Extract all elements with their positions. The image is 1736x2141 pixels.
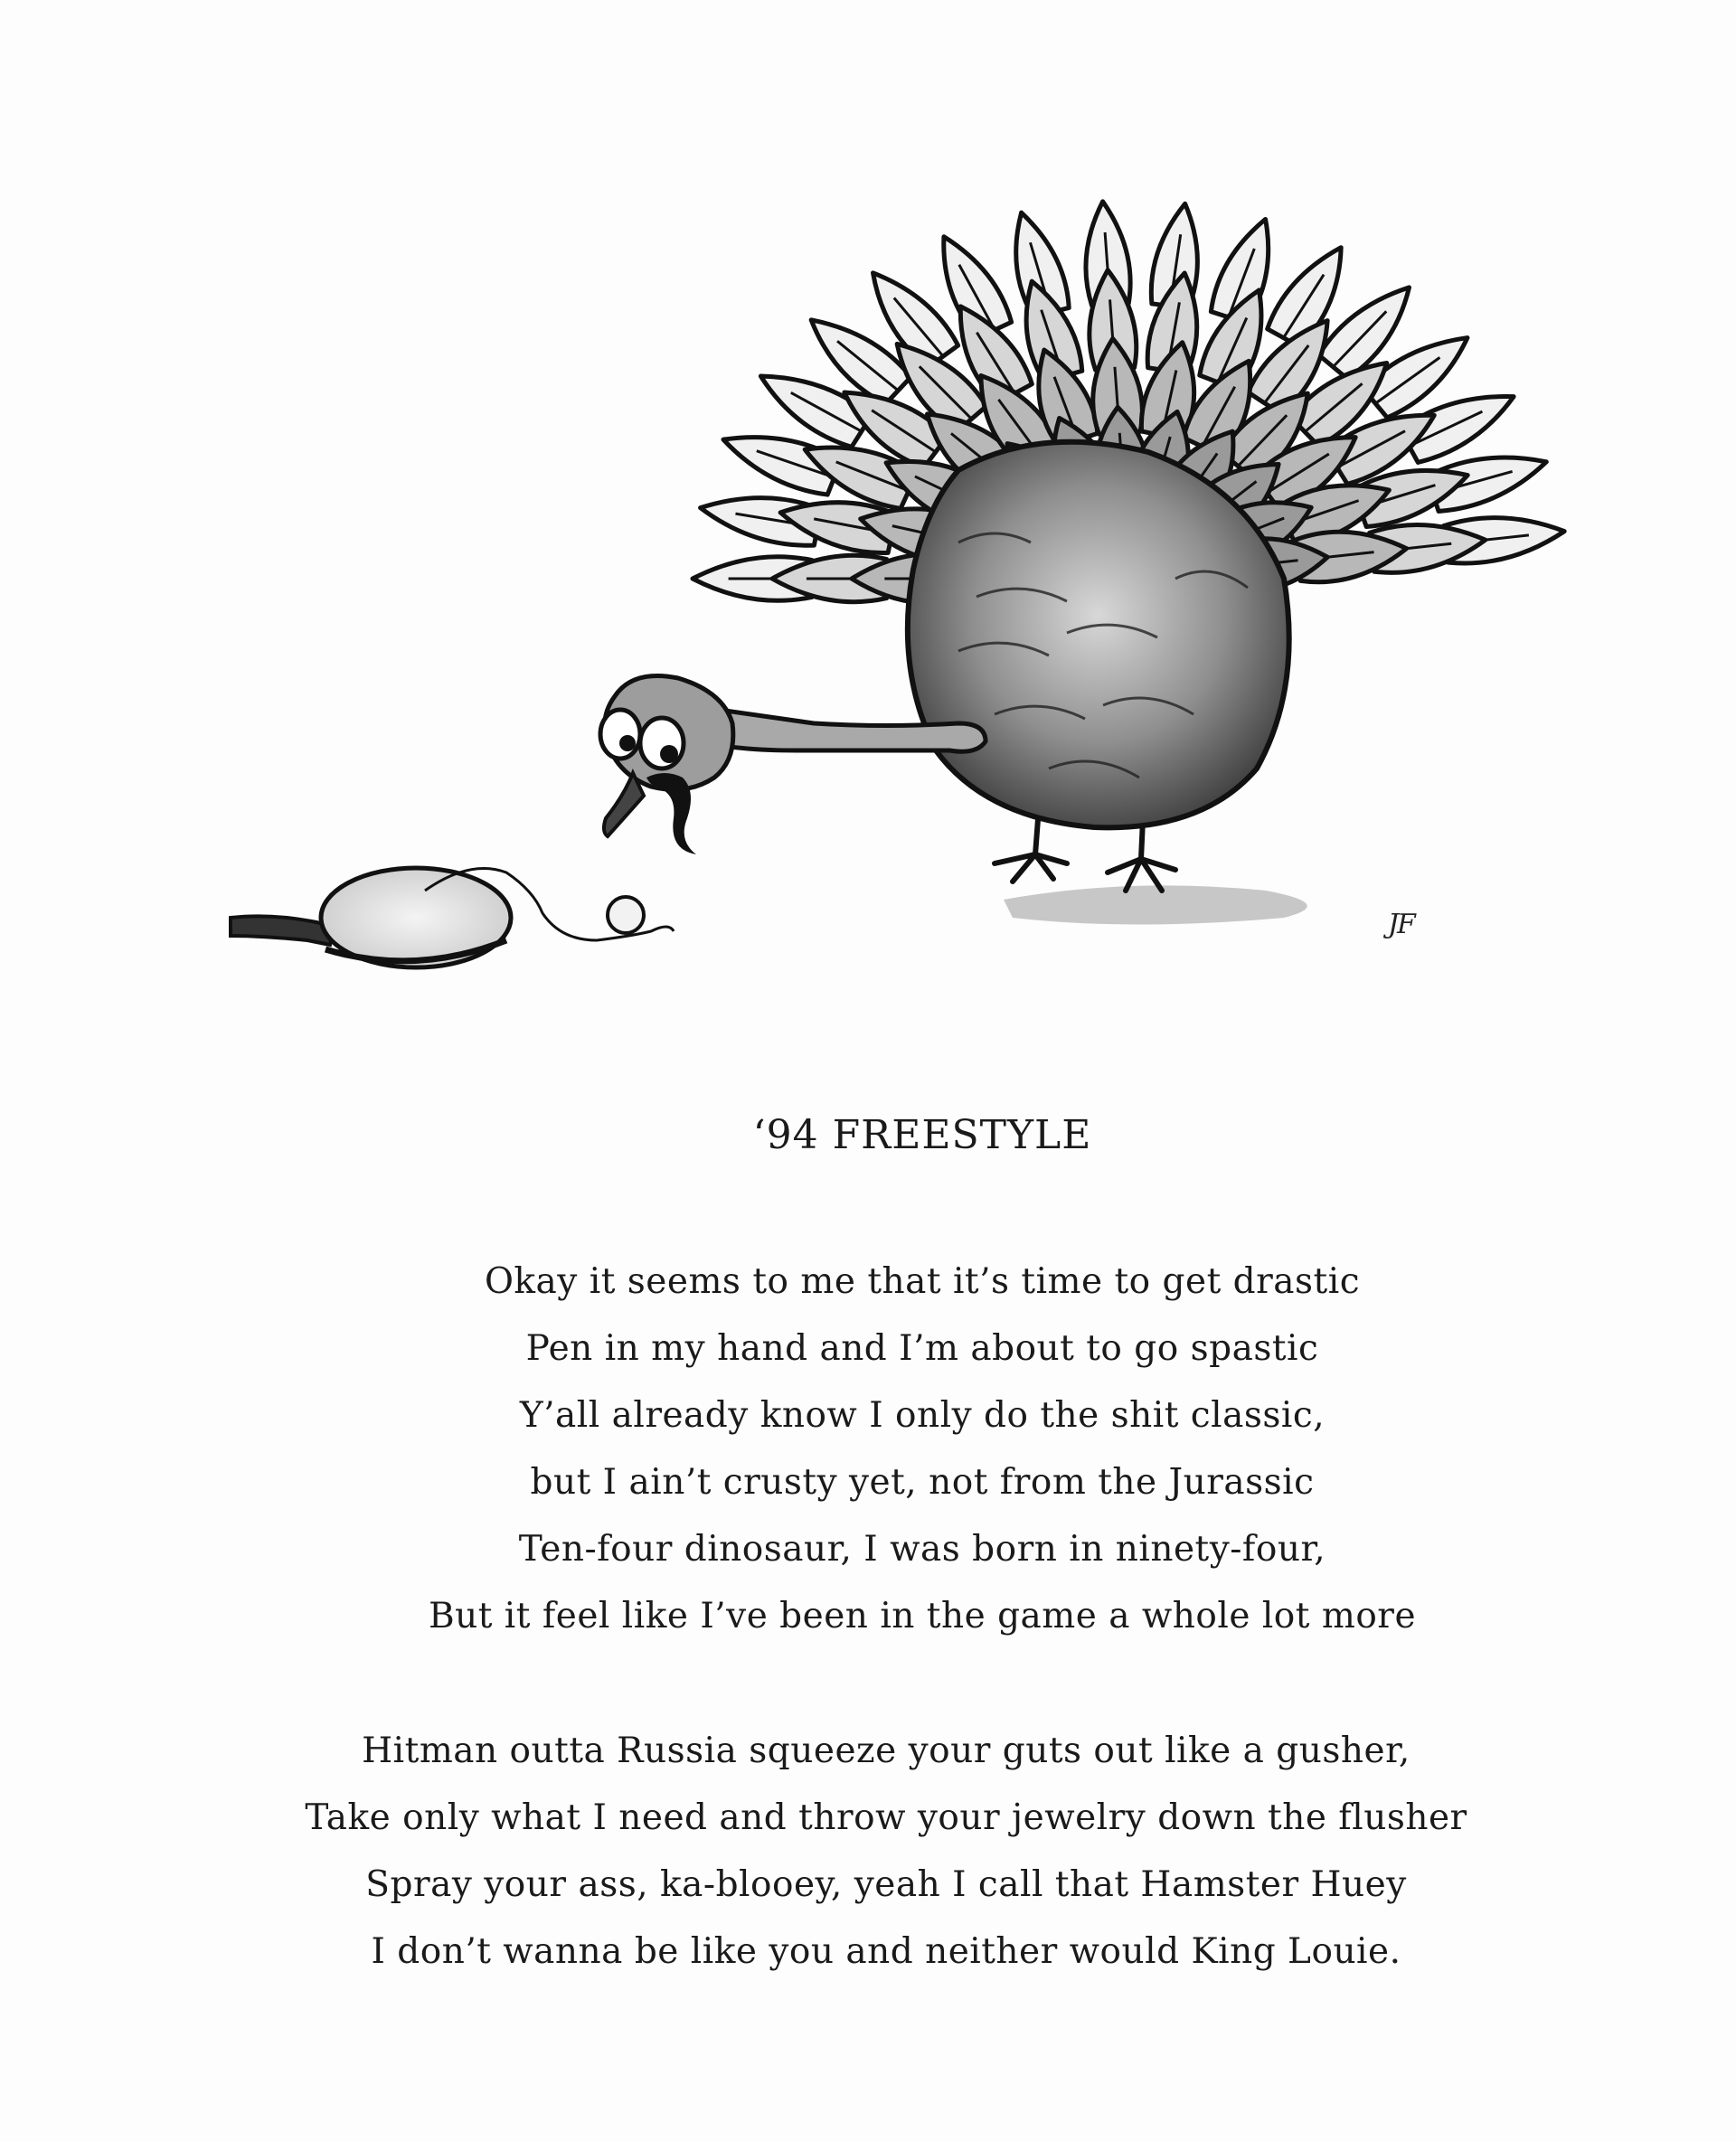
ping-pong-ball: [608, 897, 644, 933]
poem-line: But it feel like I’ve been in the game a whole lot more: [428, 1596, 1417, 1636]
poem-line: Take only what I need and throw your jewelry down the flusher: [305, 1797, 1467, 1838]
poem-stanza-1: [0, 1249, 1736, 1650]
turkey-beak: [604, 773, 644, 836]
turkey-illustration: [0, 0, 1736, 1031]
poem-line: Spray your ass, ka-blooey, yeah I call that Hamster Huey: [365, 1864, 1407, 1905]
poem-line: but I ain’t crusty yet, not from the Jurassic: [530, 1462, 1315, 1503]
ground-shadow: [1004, 885, 1307, 924]
artist-signature: JF: [1388, 909, 1414, 940]
poem-line: Hitman outta Russia squeeze your guts out like a gusher,: [362, 1731, 1410, 1771]
turkey-body: [908, 442, 1289, 828]
poem-stanza-2: [0, 1718, 1736, 1985]
paddle: [231, 868, 511, 967]
poem-line: Okay it seems to me that it’s time to get drastic: [484, 1261, 1361, 1302]
poem: [0, 1112, 1736, 2053]
poem-line: Pen in my hand and I’m about to go spastic: [525, 1328, 1319, 1369]
poem-title: ‘94 FREESTYLE: [752, 1112, 1092, 1158]
poem-line: Ten-four dinosaur, I was born in ninety-four,: [518, 1529, 1326, 1570]
poem-line: I don’t wanna be like you and neither would King Louie.: [371, 1931, 1401, 1972]
poem-line: Y’all already know I only do the shit classic,: [519, 1395, 1326, 1436]
